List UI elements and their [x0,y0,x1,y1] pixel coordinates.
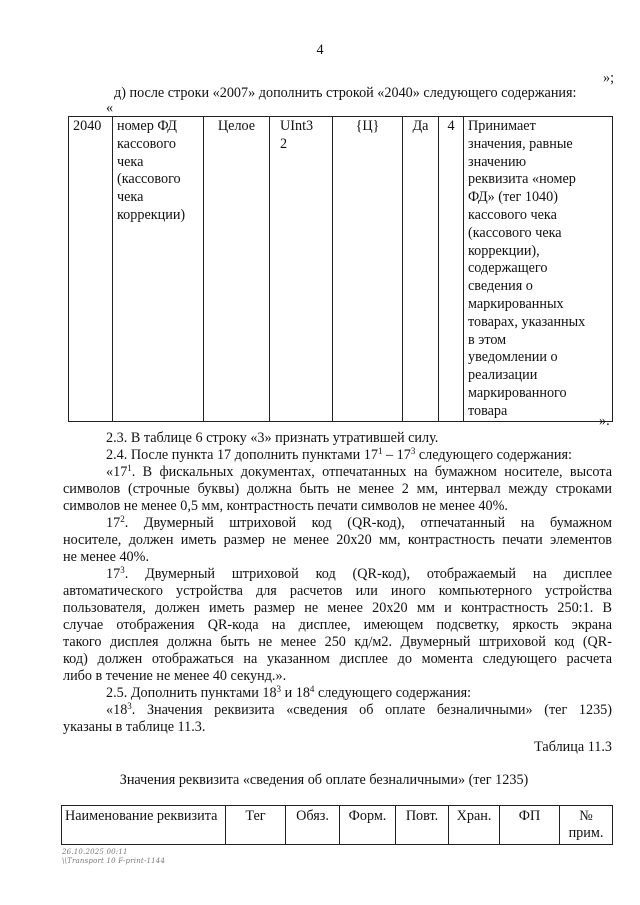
cell-marker: {Ц} [333,117,403,422]
header-repeat: Повт. [396,806,449,845]
paragraph-2-4: 2.4. После пункта 17 дополнить пунктами $17^1 - 17^3$ следующего содержания: [106,446,572,463]
opening-quote: « [106,100,114,116]
table-label: Таблица 11.3 [534,739,612,755]
cell-flag: Да [403,117,439,422]
cell-num: 4 [439,117,464,422]
header-format: Форм. [340,806,396,845]
header-storage: Хран. [449,806,500,845]
paragraph-17-3-line: пользователя, должен иметь размер не менее 20х20 мм и контрастность 250:1. В [63,600,612,616]
paragraph-17-3-last-line: либо в течение не менее 40 секунд.». [63,668,287,684]
paragraph-17-1-line1: «$17^1$. В фискальных документах, отпечатанных на бумажном носителе, высота [106,463,612,480]
paragraph-17-2-line3: не менее 40%. [63,549,149,565]
paragraph-17-3-line: код) должен отображаться на указанном дисплее до момента следующего расчета [63,651,612,667]
cell-format: UInt3 2 [270,117,333,422]
paragraph-17-2-line2: носителе, должен иметь размер не менее 20х20 мм, контрастность печати элементов [63,532,612,548]
table-row [62,806,613,845]
closing-quote-top: »; [603,70,615,86]
cell-description: Принимает значения, равные значению реквизита «номер ФД» (тег 1040) кассового чека (кассового чека коррекции), содержащего сведения о маркированных товарах, указанных в этом уведомлении о реализации маркированного товара [464,117,613,422]
paragraph-17-3-line: такого дисплея должна быть не менее 250 кд/м2. Двумерный штриховой код (QR- [63,634,612,650]
table-row [69,117,613,422]
paragraph-17-1-line3: символов не менее 0,5 мм, контрастность печати символов не менее 40%. [63,498,508,514]
print-stamp-line1: 26.10.2025 00:11 [62,848,128,856]
cell-name: номер ФД кассового чека (кассового чека коррекции) [113,117,204,422]
page-number: 4 [316,42,324,58]
paragraph-18-3-line1: «$18^3$. Значения реквизита «сведения об оплате безналичными» (тег 1235) [106,701,612,718]
table-title: Значения реквизита «сведения об оплате безналичными» (тег 1235) [119,772,529,788]
paragraph-17-1-line2: символов (строчные буквы) должна быть не менее 2 мм, интервал между строками [63,481,612,497]
item-d-text: д) после строки «2007» дополнить строкой «2040» следующего содержания: [114,85,577,101]
cell-code: 2040 [69,117,113,422]
header-fp: ФП [500,806,560,845]
cell-type: Целое [204,117,270,422]
table-row-2040 [68,116,613,422]
header-name: Наименование реквизита [62,806,226,845]
header-required: Обяз. [286,806,340,845]
paragraph-18-3-line2: указаны в таблице 11.3. [63,719,206,735]
table-11-3-header [61,805,613,845]
paragraph-17-2-line1: $17^2$. Двумерный штриховой код (QR-код), отпечатанный на бумажном [106,514,612,531]
closing-quote-table: ». [599,413,610,429]
print-stamp-line2: \\Transport 10 F-print-1144 [62,857,166,865]
header-tag: Тег [226,806,286,845]
paragraph-17-3-line: случае отображения QR-кода на дисплее, имеющем подсветку, яркость экрана [63,617,612,633]
paragraph-2-3: 2.3. В таблице 6 строку «3» признать утратившей силу. [106,430,439,446]
paragraph-17-3-line1: $17^3$. Двумерный штриховой код (QR-код), отображаемый на дисплее [106,565,612,582]
paragraph-17-3-line: автоматического устройства для расчетов или иного компьютерного устройства [63,583,612,599]
paragraph-2-5: 2.5. Дополнить пунктами $18^3$ и $18^4$ следующего содержания: [106,684,472,701]
header-note: № прим. [560,806,613,845]
